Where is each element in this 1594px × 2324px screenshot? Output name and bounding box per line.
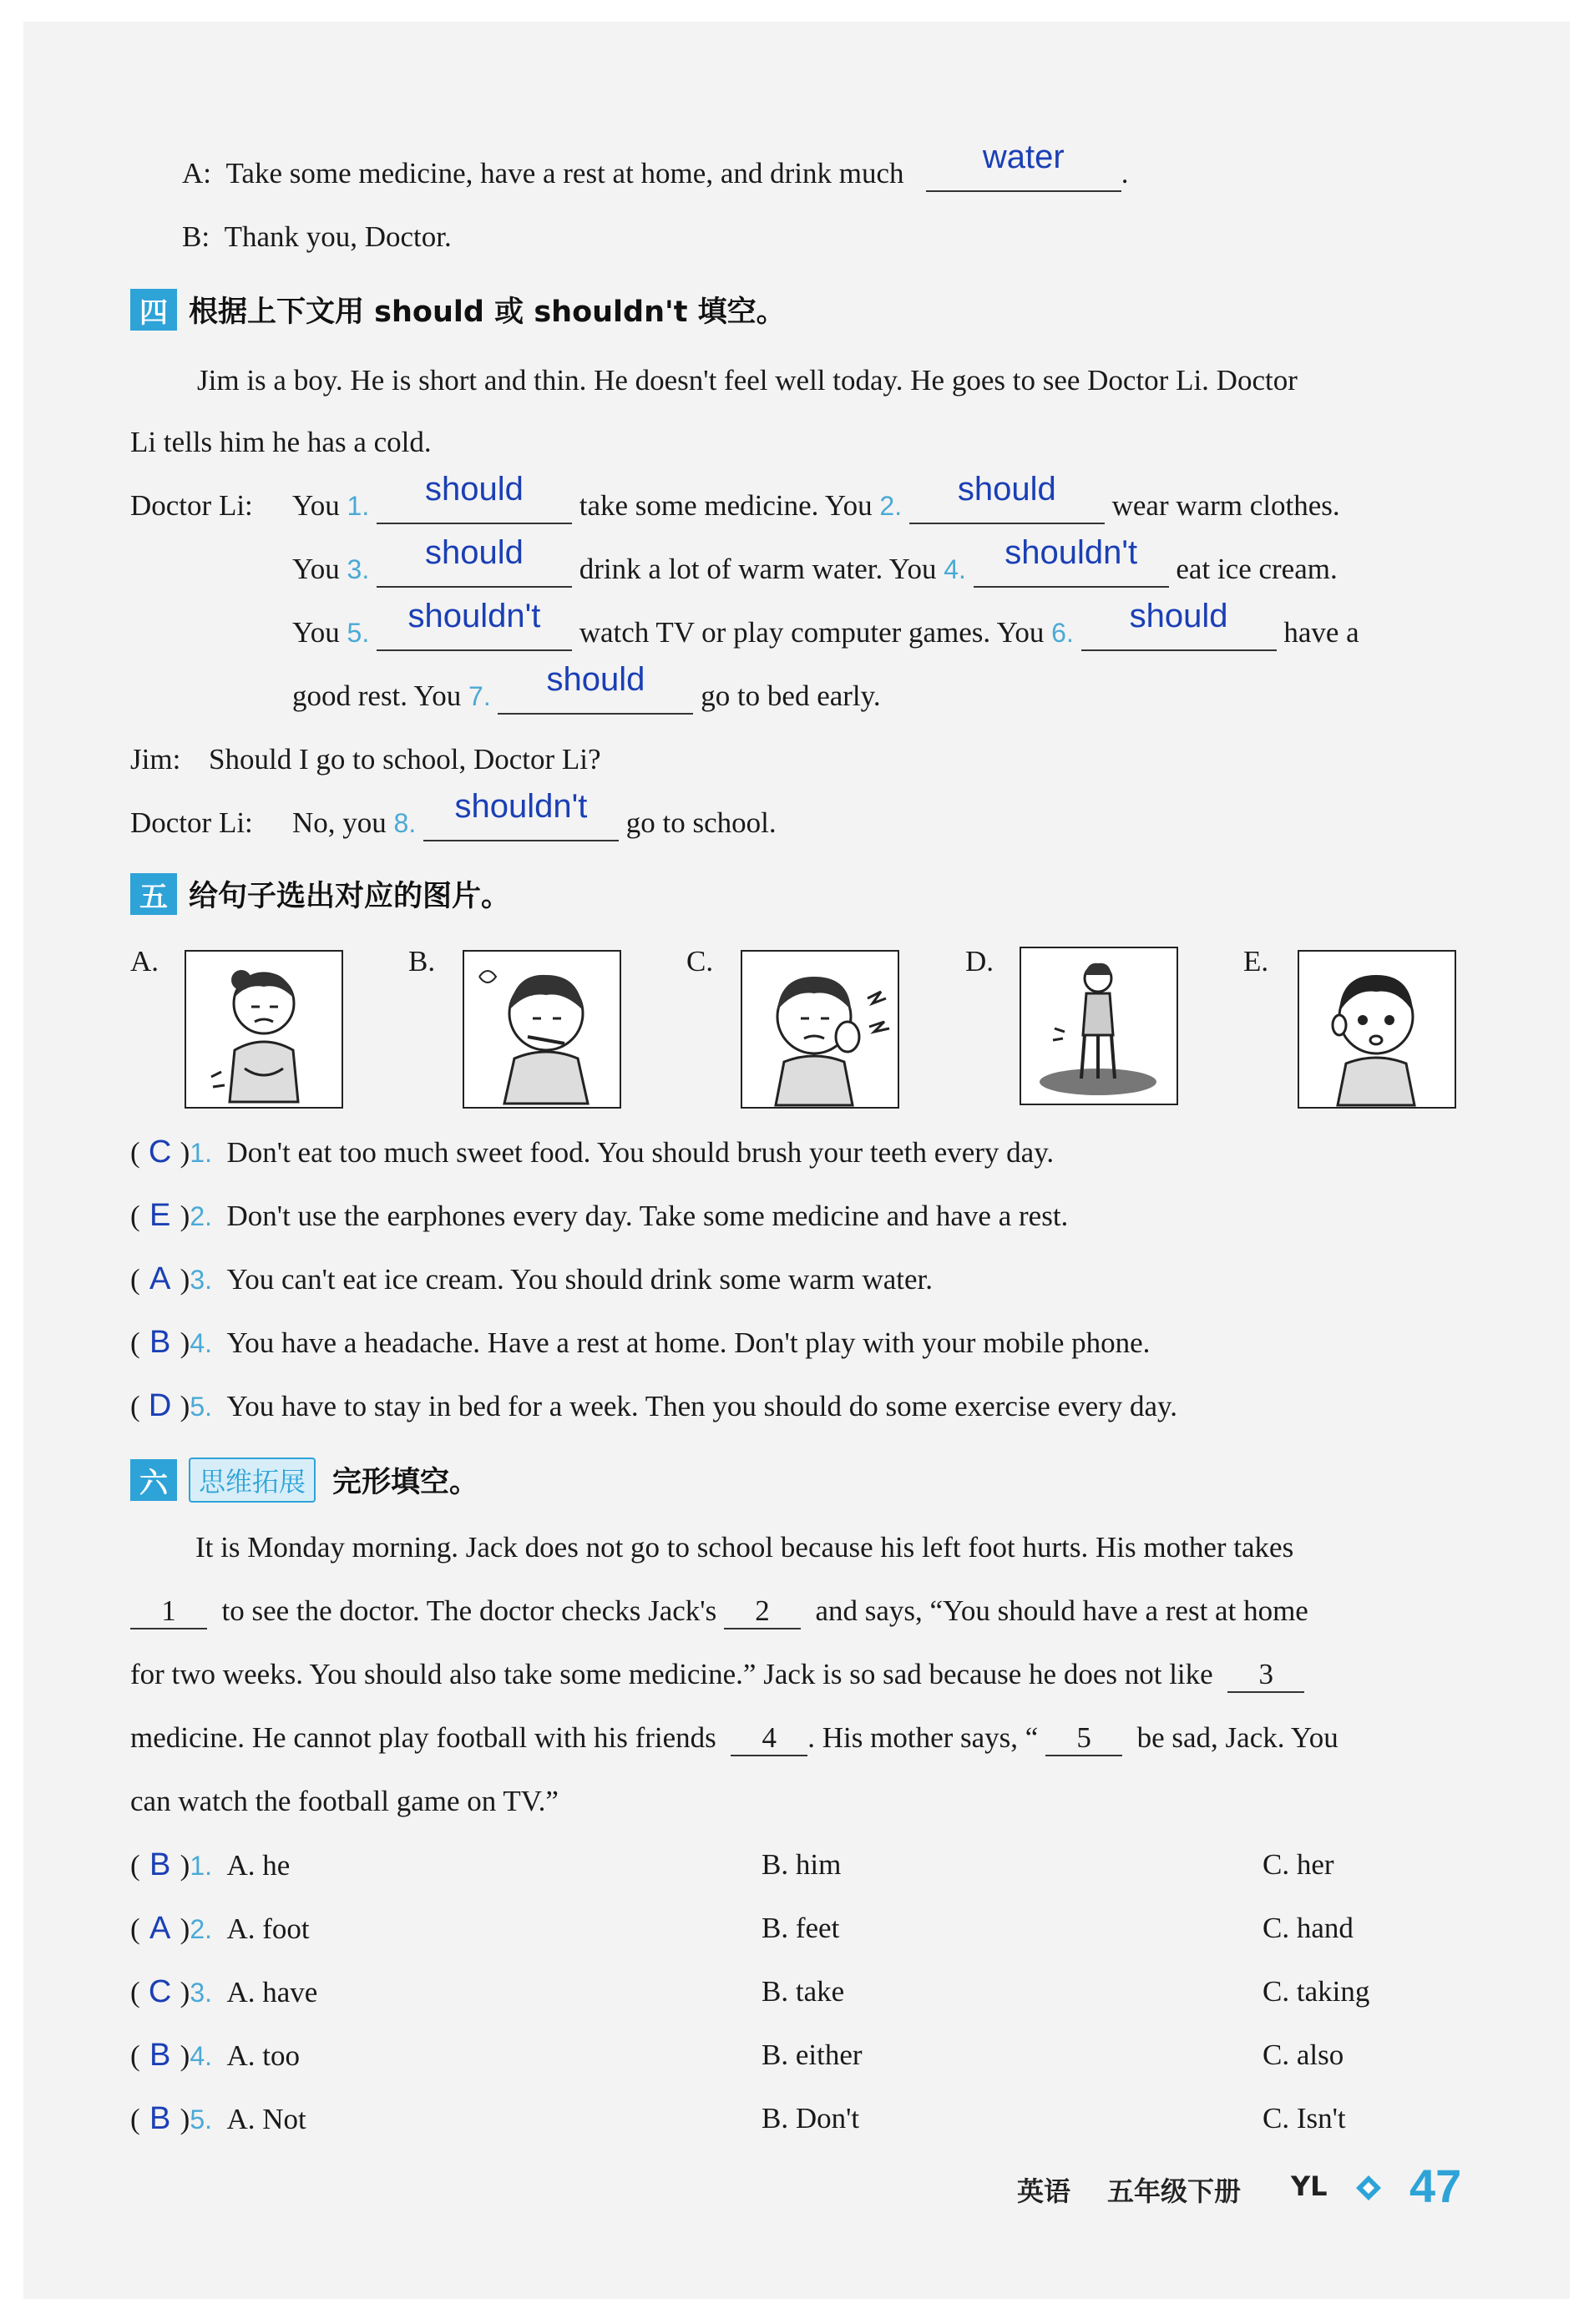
dialogue-b: B: Thank you, Doctor.	[182, 220, 452, 253]
s6-q4: ( B )4. A. too	[130, 2038, 300, 2073]
s5-item-3: ( A )3. You can't eat ice cream. You should drink some warm water.	[130, 1261, 934, 1296]
s6-q1-b: B. him	[762, 1848, 842, 1881]
s6-q1-c: C. her	[1263, 1848, 1334, 1881]
s6-q5: ( B )5. A. Not	[130, 2101, 306, 2136]
pic-label-e: E.	[1243, 945, 1269, 978]
s6-q1: ( B )1. A. he	[130, 1847, 291, 1882]
s6-q3: ( C )3. A. have	[130, 1974, 318, 2009]
s6-q4-c: C. also	[1263, 2039, 1344, 2071]
s5-item-1: ( C )1. Don't eat too much sweet food. You should brush your teeth every day.	[130, 1134, 1055, 1170]
section-4-header: 四 根据上下文用 should 或 shouldn't 填空。	[130, 289, 786, 331]
s6-para-2: 1 to see the doctor. The doctor checks Jack's 2 and says, “You should have a rest at home	[130, 1593, 1308, 1629]
section-badge: 四	[130, 289, 177, 331]
s4-line-1: Doctor Li: You 1. should take some medicine. You 2. should wear warm clothes.	[130, 488, 1340, 524]
s6-q2-b: B. feet	[762, 1912, 840, 1944]
picture-d-foot-hurt	[1020, 947, 1178, 1105]
s4-intro-2: Li tells him he has a cold.	[130, 426, 432, 458]
s6-q3-c: C. taking	[1263, 1975, 1370, 2008]
picture-e-earache	[1298, 950, 1456, 1109]
picture-b-fever	[463, 950, 621, 1109]
diamond-icon	[1354, 2174, 1383, 2206]
s6-q3-b: B. take	[762, 1975, 845, 2008]
dialogue-a: A: Take some medicine, have a rest at home, and drink much water .	[182, 155, 1129, 192]
s6-q2: ( A )2. A. foot	[130, 1911, 310, 1946]
section-6-header: 六 思维拓展 完形填空。	[130, 1458, 478, 1503]
s4-line-8: Doctor Li: No, you 8. shouldn't go to school.	[130, 805, 777, 841]
answer-water: water	[926, 157, 1121, 192]
section-5-header: 五 给句子选出对应的图片。	[130, 873, 510, 915]
s4-line-3: You 5. shouldn't watch TV or play computer games. You 6. should have a	[292, 614, 1359, 651]
s4-line-2: You 3. should drink a lot of warm water. You 4. shouldn't eat ice cream.	[292, 551, 1338, 588]
s6-q5-c: C. Isn't	[1263, 2102, 1346, 2135]
s5-item-4: ( B )4. You have a headache. Have a rest at home. Don't play with your mobile phone.	[130, 1325, 1151, 1360]
pic-label-d: D.	[965, 945, 994, 978]
s5-item-2: ( E )2. Don't use the earphones every day. Take some medicine and have a rest.	[130, 1198, 1069, 1233]
footer-grade: 五年级下册	[1107, 2175, 1242, 2207]
picture-a-stomachache	[185, 950, 343, 1109]
s4-line-4: good rest. You 7. should go to bed early.	[292, 678, 881, 715]
pic-label-c: C.	[686, 945, 714, 978]
thinking-tag: 思维拓展	[189, 1458, 316, 1503]
pic-label-a: A.	[130, 945, 159, 978]
s4-jim: Jim: Should I go to school, Doctor Li?	[130, 743, 601, 776]
s5-item-5: ( D )5. You have to stay in bed for a week. Then you should do some exercise every day.	[130, 1388, 1178, 1423]
footer-subject: 英语	[1017, 2175, 1071, 2207]
s6-q5-b: B. Don't	[762, 2102, 860, 2135]
page-number: 47	[1409, 2160, 1462, 2212]
s6-para-1: It is Monday morning. Jack does not go to school because his left foot hurts. His mother takes	[195, 1531, 1294, 1564]
s6-q4-b: B. either	[762, 2039, 863, 2071]
s6-para-5: can watch the football game on TV.”	[130, 1785, 559, 1817]
s6-q2-c: C. hand	[1263, 1912, 1354, 1944]
s6-para-4: medicine. He cannot play football with his friends 4 . His mother says, “ 5 be sad, Jack. You	[130, 1720, 1338, 1756]
s6-para-3: for two weeks. You should also take some medicine.” Jack is so sad because he does not like 3	[130, 1656, 1304, 1693]
picture-c-toothache	[741, 950, 899, 1109]
s4-intro-1: Jim is a boy. He is short and thin. He doesn't feel well today. He goes to see Doctor Li. Doctor	[197, 364, 1298, 397]
footer-edition: YL	[1291, 2170, 1328, 2202]
pic-label-b: B.	[408, 945, 436, 978]
